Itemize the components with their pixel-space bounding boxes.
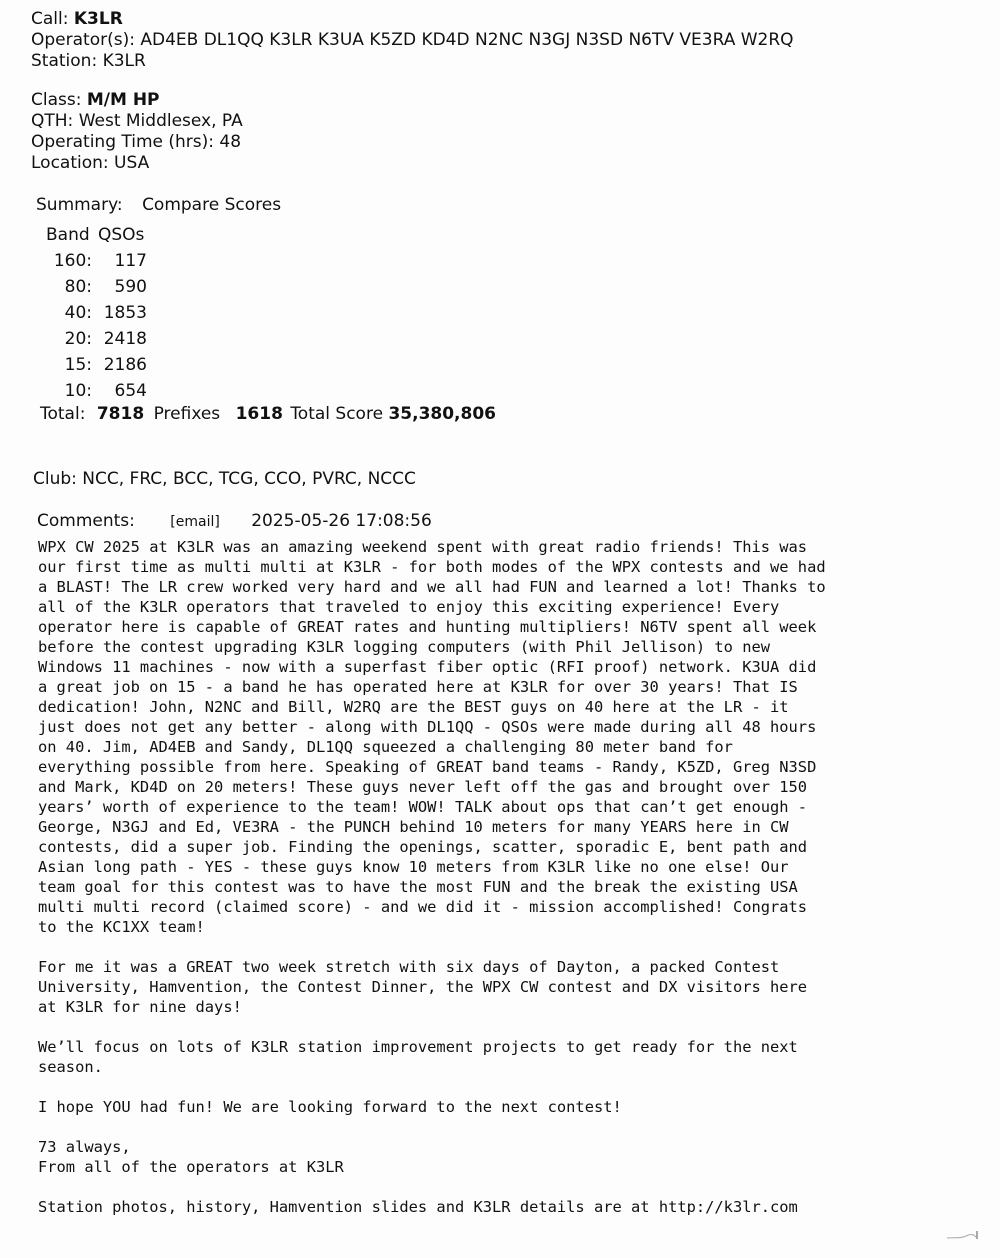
comment-line: contests, did a super job. Finding the openings, scatter, sporadic E, bent path and <box>38 838 808 856</box>
location-line <box>31 153 149 174</box>
email-link[interactable]: [email] <box>170 514 220 530</box>
band-cell: 20: <box>64 329 92 349</box>
qsos-column-header: QSOs <box>98 225 145 245</box>
comment-line: to the KC1XX team! <box>38 918 205 936</box>
comment-line: and Mark, KD4D on 20 meters! These guys never left off the gas and brought over 150 <box>38 778 808 796</box>
band-cell: 80: <box>64 277 92 297</box>
pen-mark <box>946 1230 980 1240</box>
comment-line: operator here is capable of GREAT rates and hunting multipliers! N6TV spent all week <box>38 618 817 636</box>
comment-line: I hope YOU had fun! We are looking forward to the next contest! <box>38 1098 622 1116</box>
summary-heading <box>36 195 281 215</box>
comment-line <box>38 1117 988 1137</box>
table-row <box>40 352 147 378</box>
total-label: Total: <box>40 404 86 424</box>
qsos-cell: 654 <box>114 381 147 401</box>
qsos-cell: 2186 <box>103 355 147 375</box>
operating-time-value: 48 <box>219 132 242 152</box>
table-row <box>40 326 147 352</box>
table-row <box>40 300 147 326</box>
club-value: NCC, FRC, BCC, TCG, CCO, PVRC, NCCC <box>82 469 416 489</box>
comment-line: years’ worth of experience to the team! WOW! TALK about ops that can’t get enough - <box>38 798 808 816</box>
comment-line: our first time as multi multi at K3LR - for both modes of the WPX contests and we had <box>38 558 826 576</box>
comment-line: Asian long path - YES - these guys know 10 meters from K3LR like no one else! Our <box>38 858 789 876</box>
qsos-cell: 2418 <box>103 329 147 349</box>
totals-line <box>40 404 496 424</box>
comment-line: a BLAST! The LR crew worked very hard and we all had FUN and learned a lot! Thanks to <box>38 578 826 596</box>
club-label: Club: <box>33 469 77 489</box>
prefixes-label: Prefixes <box>153 404 221 424</box>
comment-line: Station photos, history, Hamvention slides and K3LR details are at http://k3lr.com <box>38 1198 798 1216</box>
class-label: Class: <box>31 90 82 110</box>
band-cell: 160: <box>53 251 92 271</box>
location-label: Location: <box>31 153 109 173</box>
comment-line: From all of the operators at K3LR <box>38 1158 344 1176</box>
summary-label: Summary: <box>36 195 123 215</box>
operating-time-line <box>31 132 241 153</box>
comment-line <box>38 1177 988 1197</box>
table-row <box>40 248 147 274</box>
comment-line: a great job on 15 - a band he has operated here at K3LR for over 30 years! That IS <box>38 678 798 696</box>
total-score-label: Total Score <box>290 404 384 424</box>
comment-line: before the contest upgrading K3LR logging computers (with Phil Jellison) to new <box>38 638 771 656</box>
operators-label: Operator(s): <box>31 30 135 50</box>
call-value: K3LR <box>73 9 123 29</box>
station-line <box>31 51 146 72</box>
table-row <box>40 378 147 404</box>
operators-value: AD4EB DL1QQ K3LR K3UA K5ZD KD4D N2NC N3GJ N3SD N6TV VE3RA W2RQ <box>140 30 794 50</box>
comment-line: season. <box>38 1058 103 1076</box>
comment-line: at K3LR for nine days! <box>38 998 242 1016</box>
comment-line: everything possible from here. Speaking of GREAT band teams - Randy, K5ZD, Greg N3SD <box>38 758 817 776</box>
comment-line: multi multi record (claimed score) - and we did it - mission accomplished! Congrats <box>38 898 808 916</box>
compare-scores-link[interactable]: Compare Scores <box>142 195 282 215</box>
band-table-header <box>40 222 147 248</box>
comment-line: Windows 11 machines - now with a superfast fiber optic (RFI proof) network. K3UA did <box>38 658 817 676</box>
station-label: Station: <box>31 51 98 71</box>
qsos-cell: 590 <box>114 277 147 297</box>
qsos-cell: 1853 <box>103 303 147 323</box>
band-column-header: Band <box>46 225 90 245</box>
comment-body <box>38 537 988 1217</box>
class-value: M/M HP <box>86 90 160 110</box>
comment-line: dedication! John, N2NC and Bill, W2RQ are the BEST guys on 40 here at the LR - it <box>38 698 789 716</box>
comment-line: team goal for this contest was to have the most FUN and the break the existing USA <box>38 878 798 896</box>
band-cell: 15: <box>64 355 92 375</box>
qsos-cell: 117 <box>114 251 147 271</box>
comment-line: We’ll focus on lots of K3LR station improvement projects to get ready for the next <box>38 1038 798 1056</box>
band-cell: 10: <box>64 381 92 401</box>
comment-line: 73 always, <box>38 1138 131 1156</box>
comment-line: on 40. Jim, AD4EB and Sandy, DL1QQ squeezed a challenging 80 meter band for <box>38 738 733 756</box>
comment-line: University, Hamvention, the Contest Dinner, the WPX CW contest and DX visitors here <box>38 978 808 996</box>
station-value: K3LR <box>102 51 146 71</box>
location-value: USA <box>114 153 150 173</box>
class-line <box>31 90 160 111</box>
total-qsos: 7818 <box>96 404 145 424</box>
qth-label: QTH: <box>31 111 74 131</box>
total-score-value: 35,380,806 <box>388 404 496 424</box>
comments-heading <box>37 511 432 531</box>
operating-time-label: Operating Time (hrs): <box>31 132 215 152</box>
comments-label: Comments: <box>37 511 135 531</box>
comment-line: all of the K3LR operators that traveled to enjoy this exciting experience! Every <box>38 598 780 616</box>
comment-line: George, N3GJ and Ed, VE3RA - the PUNCH behind 10 meters for many YEARS here in CW <box>38 818 789 836</box>
comment-line: just does not get any better - along with DL1QQ - QSOs were made during all 48 hours <box>38 718 817 736</box>
comment-line: WPX CW 2025 at K3LR was an amazing weekend spent with great radio friends! This was <box>38 538 808 556</box>
prefixes-value: 1618 <box>235 404 283 424</box>
band-cell: 40: <box>64 303 92 323</box>
call-line <box>31 9 123 30</box>
operators-line <box>31 30 794 51</box>
comment-line: For me it was a GREAT two week stretch with six days of Dayton, a packed Contest <box>38 958 780 976</box>
club-line <box>33 469 416 489</box>
comment-line <box>38 937 988 957</box>
table-row <box>40 274 147 300</box>
comment-timestamp: 2025-05-26 17:08:56 <box>251 511 432 531</box>
call-label: Call: <box>31 9 69 29</box>
comment-line <box>38 1077 988 1097</box>
band-qso-table <box>40 222 147 404</box>
qth-value: West Middlesex, PA <box>78 111 243 131</box>
qth-line <box>31 111 243 132</box>
comment-line <box>38 1017 988 1037</box>
